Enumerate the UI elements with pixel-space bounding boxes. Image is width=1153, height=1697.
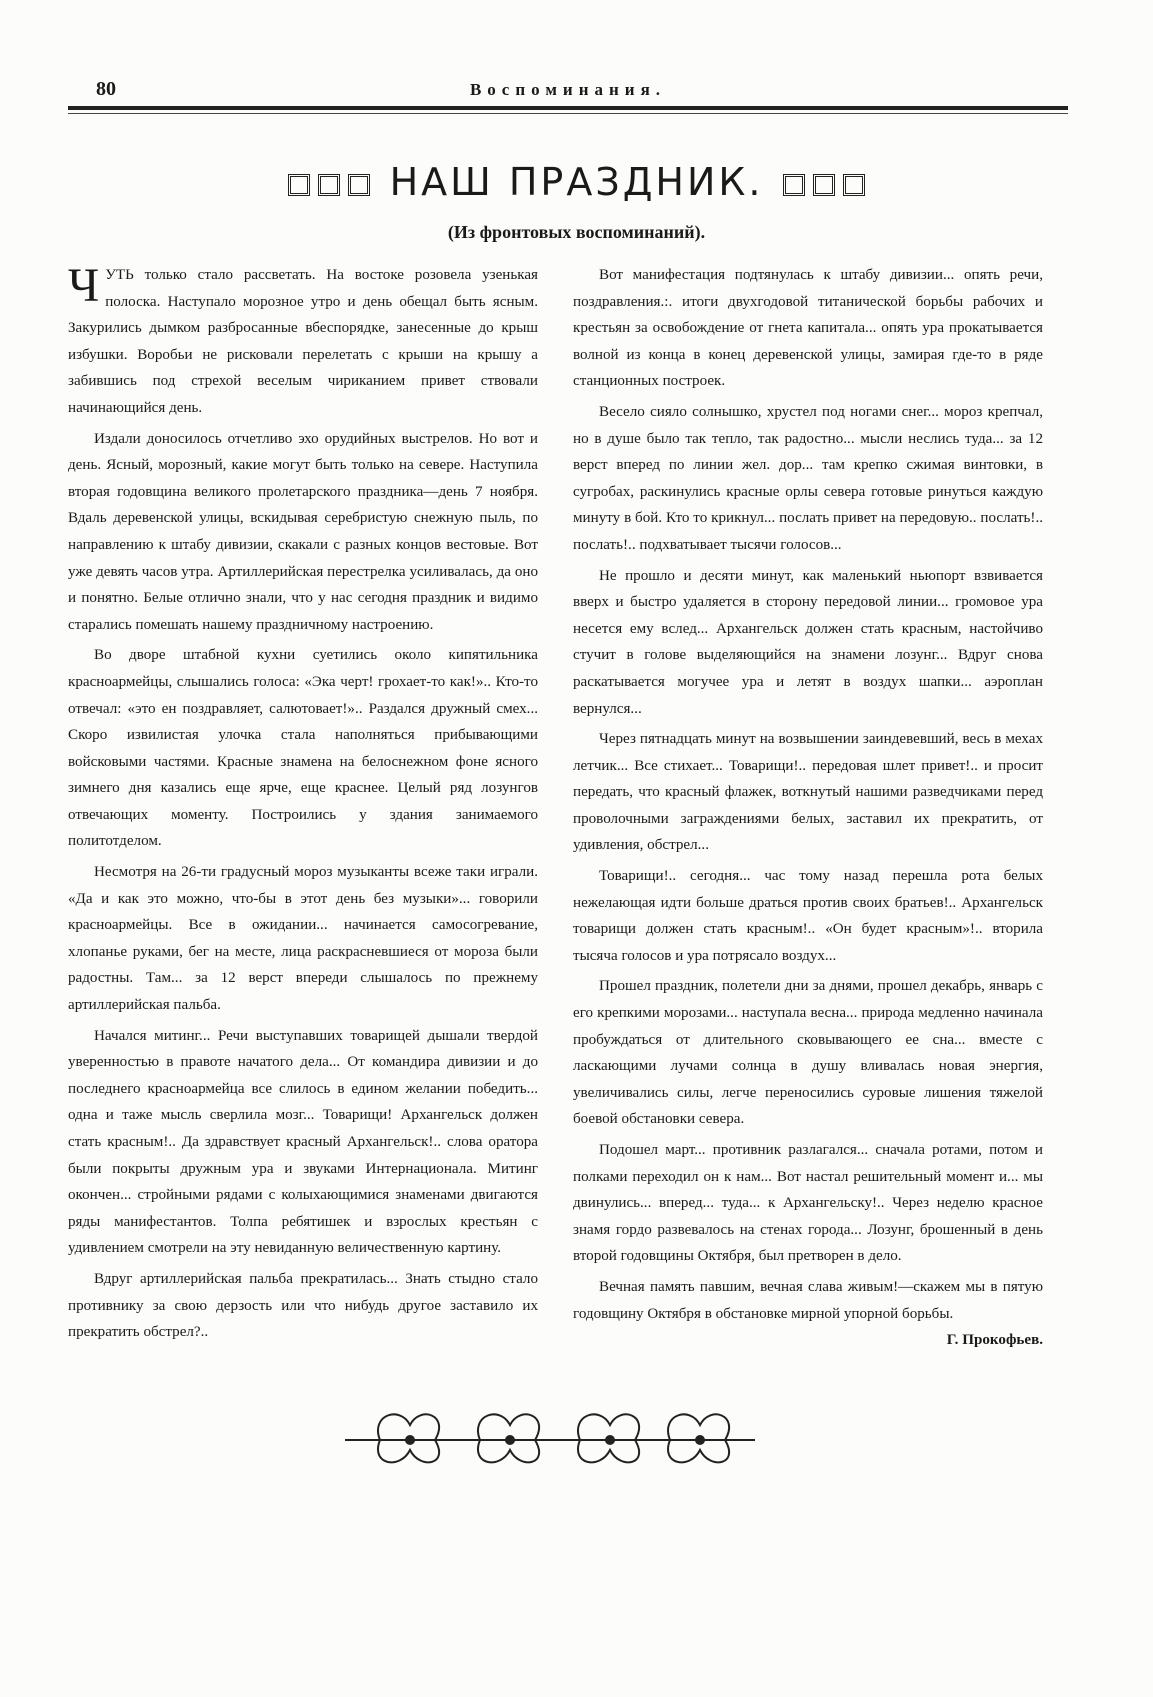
page-number: 80: [96, 78, 116, 100]
square-ornament-icon: [348, 174, 370, 196]
article-title-row: [0, 160, 1153, 204]
paragraph: Не прошло и десяти минут, как маленький ньюпорт взвивается вверх и быстро удаляется в сторону передовой линии... громовое ура несется ему вслед... Архангельск должен стать красным, настойчиво стучит в голове выделяющийся на знамени лозунг... Вдруг снова раскатывается могучее ура и летят в воздух шапки... аэроплан вернулся...: [573, 567, 1043, 717]
header-rule-thin: [68, 113, 1068, 114]
paragraph: Вот манифестация подтянулась к штабу дивизии... опять речи, поздравления.:. итоги двухгодовой титанической борьбы рабочих и крестьян за освобождение от гнета капитала... опять ура прокатывается волной из конца в конец деревенской улицы, замирая где-то в ряде станционных построек.: [573, 267, 1043, 390]
paragraph: Весело сияло солнышко, хрустел под ногами снег... мороз крепчал, но в душе было так тепло, так радостно... мысли неслись туда... за 12 верст вперед по линии жел. дор... там крепко сжимая винтовки, в сугробах, раскинулись красные орлы севера готовые ринуться каждую минуту в бой. Кто то крикнул... послать привет на передовую.. послать!.. послать!.. подхватывает тысячи голосов...: [573, 403, 1043, 553]
paragraph: Во дворе штабной кухни суетились около кипятильника красноармейцы, слышались голоса: «Эка черт! грохает-то как!».. Кто-то отвечал: «это ен поздравляет, салютовает!».. Раздался дружный смех... Скоро извилистая улочка стала наполняться прибывающими войсковыми частями. Красные знамена на белоснежном фоне ясного зимнего дня казались еще ярче, еще краснее. Целый ряд лозунгов отвечающих моменту. Построились у здания занимаемого политотделом.: [68, 647, 538, 850]
left-column: [68, 259, 538, 1350]
author-signature: Г. Прокофьев.: [946, 1332, 1043, 1349]
paragraph: Вдруг артиллерийская пальба прекратилась... Знать стыдно стало противнику за свою дерзость или что нибудь другое заставило их прекратить обстрел?..: [68, 1270, 538, 1341]
square-ornament-icon: [783, 174, 805, 196]
paragraph: Издали доносилось отчетливо эхо орудийных выстрелов. Но вот и день. Ясный, морозный, какие могут быть только на севере. Наступила вторая годовщина великого пролетарского праздника—день 7 ноября. Вдаль деревенской улицы, вскидывая серебристую снежную пыль, по направлению к штабу дивизии, скакали с разных концов вестовые. Вот уже девять часов утра. Артиллерийская перестрелка усиливалась, да оно и понятно. Белые отлично знали, что у нас сегодня праздник и видимо старались помешать нашему праздничному настроению.: [68, 430, 538, 633]
paragraph: Подошел март... противник разлагался... сначала ротами, потом и полками переходил он к нам... Вот настал решительный момент и... мы двинулись... вперед... туда... к Архангельску!.. Через неделю красное знамя гордо развевалось на стенах города... Лозунг, брошенный в день второй годовщины Октября, был претворен в дело.: [573, 1142, 1043, 1265]
paragraph: Несмотря на 26-ти градусный мороз музыканты всеже таки играли. «Да и как это можно, что-бы в этот день без музыки»... говорили красноармейцы. Все в ожидании... начинается самосогревание, хлопанье руками, бег на месте, лица раскрасневшиеся от мороза были радостны. Там... за 12 верст впереди слышалось по прежнему артиллерийская пальба.: [68, 864, 538, 1014]
square-ornament-icon: [843, 174, 865, 196]
article-title: НАШ ПРАЗДНИК.: [389, 160, 764, 204]
paragraph: Начался митинг... Речи выступавших товарищей дышали твердой уверенностью в правоте начатого дела... От командира дивизии и до последнего красноармейца все слилось в едином желании победить... одна и таже мысль сверлила мозг... Товарищи! Архангельск должен стать красным!.. Да здравствует красный Архангельск!.. слова оратора были покрыты дружным ура и звуками Интернационала. Митинг окончен... стройными рядами с колыхающимися знаменами двигаются ряды манифестантов. Толпа ребятишек и взрослых крестьян с удивлением смотрели на эту невиданную величественную картину.: [68, 1027, 538, 1257]
paragraph: Через пятнадцать минут на возвышении заиндевевший, весь в мехах летчик... Все стихает... Товарищи!.. передовая шлет привет!.. и просит передать, что красный флажек, воткнутый нашими разведчиками перед проволочными заграждениями белых, заставил их прекратить, от удивления, обстрел...: [573, 731, 1043, 854]
right-column: [573, 262, 1043, 1354]
square-ornament-icon: [288, 174, 310, 196]
paragraph: Товарищи!.. сегодня... час тому назад перешла рота белых нежелающая идти больше драться против своих братьев!.. Архангельск товарищи должен стать красным!.. «Он будет красным»!.. вторила тысяча голосов и ура потрясало воздух...: [573, 868, 1043, 964]
paragraph: Прошел праздник, полетели дни за днями, прошел декабрь, январь с его крепкими морозами... наступала весна... природа медленно начинала пробуждаться от длительного сковывающего ее сна... вместе с ласкающими лучами солнца в душу вливалась новая энергия, увеличивались силы, легче переносились суровые лишения тяжелой боевой обстановки севера.: [573, 978, 1043, 1128]
header-rule: [68, 106, 1068, 110]
square-ornament-icon: [318, 174, 340, 196]
square-ornament-icon: [813, 174, 835, 196]
page-header: [68, 70, 1068, 120]
paragraph: ЧУТЬ только стало рассветать. На востоке розовела узенькая полоска. Наступало морозное утро и день обещал быть ясным. Закурились дымком разбросанные вбеспорядке, занесенные до крыш избушки. Воробьи не рисковали перелетать с крыши на крышу а забившись под стрехой веселым чириканием привет ствовали начинающийся день.: [68, 259, 538, 416]
paragraph: Вечная память павшим, вечная слава живым!—скажем мы в пятую годовщину Октября в обстановке мирной упорной борьбы.: [573, 1278, 1043, 1322]
running-title: Воспоминания.: [469, 80, 667, 99]
article-subtitle: (Из фронтовых воспоминаний).: [447, 222, 706, 242]
drop-cap: Ч: [68, 259, 100, 312]
floral-ornament-icon: [340, 1395, 760, 1475]
